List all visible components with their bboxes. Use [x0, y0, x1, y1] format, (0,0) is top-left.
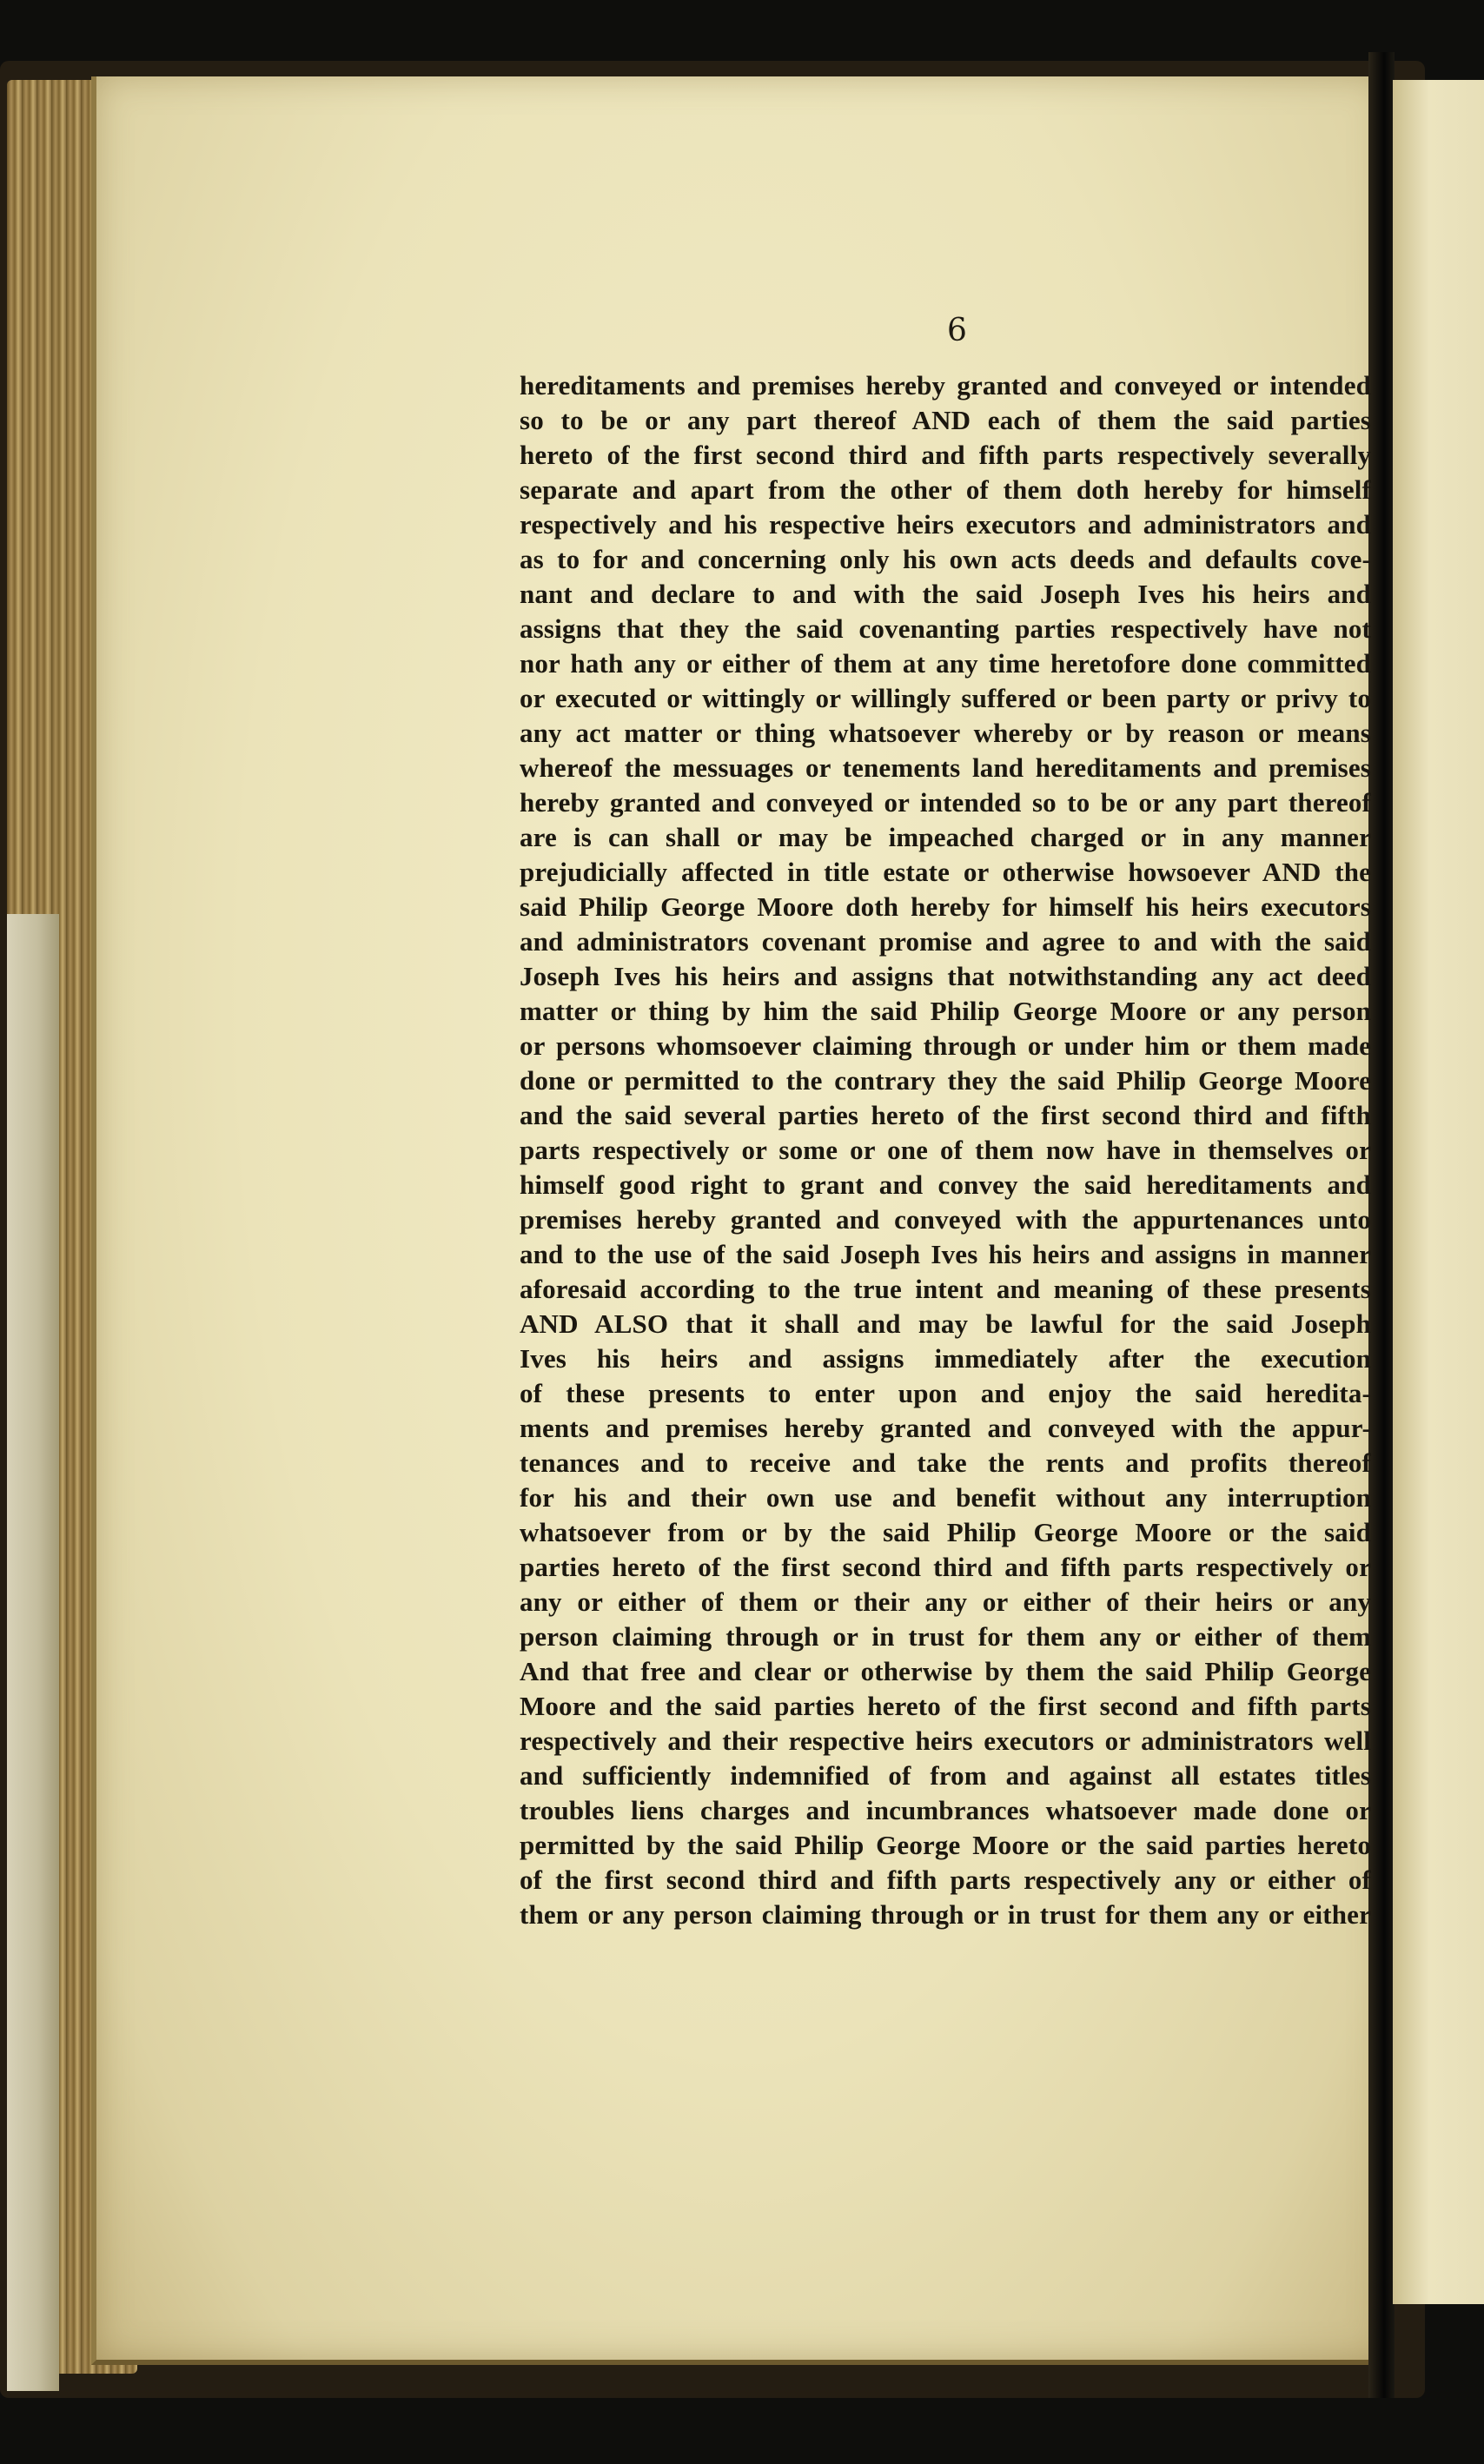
text-line: whereof the messuages or tenements land hereditaments and premises: [520, 752, 1371, 783]
text-line: nant and declare to and with the said Joseph Ives his heirs and: [520, 579, 1371, 609]
text-line: and to the use of the said Joseph Ives his heirs and assigns in manner: [520, 1239, 1371, 1269]
text-line: assigns that they the said covenanting parties respectively have not: [520, 613, 1371, 644]
page-number: 6: [947, 313, 967, 348]
text-line: Joseph Ives his heirs and assigns that notwithstanding any act deed: [520, 961, 1371, 991]
text-line: ments and premises hereby granted and conveyed with the appur-: [520, 1413, 1371, 1443]
text-line: Ives his heirs and assigns immediately after the execution: [520, 1343, 1371, 1374]
text-line: so to be or any part thereof AND each of them the said parties: [520, 405, 1371, 435]
text-line: of these presents to enter upon and enjoy the said heredita-: [520, 1378, 1371, 1408]
text-line: matter or thing by him the said Philip George Moore or any person: [520, 996, 1371, 1026]
text-line: nor hath any or either of them at any time heretofore done committed: [520, 648, 1371, 679]
text-line: parts respectively or some or one of them now have in themselves or: [520, 1135, 1371, 1165]
text-line: or executed or wittingly or willingly suffered or been party or privy to: [520, 683, 1371, 713]
text-line: And that free and clear or otherwise by them the said Philip George: [520, 1656, 1371, 1686]
text-line: premises hereby granted and conveyed with the appurtenances unto: [520, 1204, 1371, 1235]
text-line: Moore and the said parties hereto of the first second and fifth parts: [520, 1691, 1371, 1721]
text-line: are is can shall or may be impeached charged or in any manner: [520, 822, 1371, 852]
text-line: or persons whomsoever claiming through or under him or them made: [520, 1030, 1371, 1061]
text-line: and sufficiently indemnified of from and against all estates titles: [520, 1760, 1371, 1791]
book-gutter: [1368, 52, 1395, 2398]
body-text: [520, 368, 1371, 1932]
text-line: prejudicially affected in title estate or otherwise howsoever AND the: [520, 857, 1371, 887]
text-line: respectively and their respective heirs executors or administrators well: [520, 1725, 1371, 1756]
text-line: hereditaments and premises hereby granted and conveyed or intended: [520, 370, 1371, 401]
text-line: as to for and concerning only his own acts deeds and defaults cove-: [520, 544, 1371, 574]
text-line: of the first second third and fifth parts respectively any or either of: [520, 1865, 1371, 1895]
text-line: for his and their own use and benefit without any interruption: [520, 1482, 1371, 1513]
text-line: parties hereto of the first second third and fifth parts respectively or: [520, 1552, 1371, 1582]
text-line: hereto of the first second third and fifth parts respectively severally: [520, 440, 1371, 470]
text-line: hereby granted and conveyed or intended so to be or any part thereof: [520, 787, 1371, 818]
text-line: done or permitted to the contrary they the said Philip George Moore: [520, 1065, 1371, 1096]
text-line: whatsoever from or by the said Philip George Moore or the said: [520, 1517, 1371, 1547]
text-line: AND ALSO that it shall and may be lawful for the said Joseph: [520, 1308, 1371, 1339]
text-line: separate and apart from the other of them doth hereby for himself: [520, 474, 1371, 505]
text-line: person claiming through or in trust for them any or either of them: [520, 1621, 1371, 1652]
text-line: and administrators covenant promise and agree to and with the said: [520, 926, 1371, 957]
text-line: troubles liens charges and incumbrances whatsoever made done or: [520, 1795, 1371, 1825]
text-line: respectively and his respective heirs executors and administrators and: [520, 509, 1371, 540]
text-line: them or any person claiming through or in trust for them any or either: [520, 1899, 1371, 1930]
facing-page: [1393, 80, 1484, 2304]
text-line: tenances and to receive and take the rents and profits thereof: [520, 1447, 1371, 1478]
text-line: said Philip George Moore doth hereby for himself his heirs executors: [520, 891, 1371, 922]
text-line: any act matter or thing whatsoever whereby or by reason or means: [520, 718, 1371, 748]
text-line: himself good right to grant and convey the said hereditaments and: [520, 1169, 1371, 1200]
text-line: permitted by the said Philip George Moore or the said parties hereto: [520, 1830, 1371, 1860]
text-line: and the said several parties hereto of the first second third and fifth: [520, 1100, 1371, 1130]
text-line: aforesaid according to the true intent and meaning of these presents: [520, 1274, 1371, 1304]
text-line: any or either of them or their any or either of their heirs or any: [520, 1586, 1371, 1617]
inserted-slip: [7, 914, 59, 2391]
